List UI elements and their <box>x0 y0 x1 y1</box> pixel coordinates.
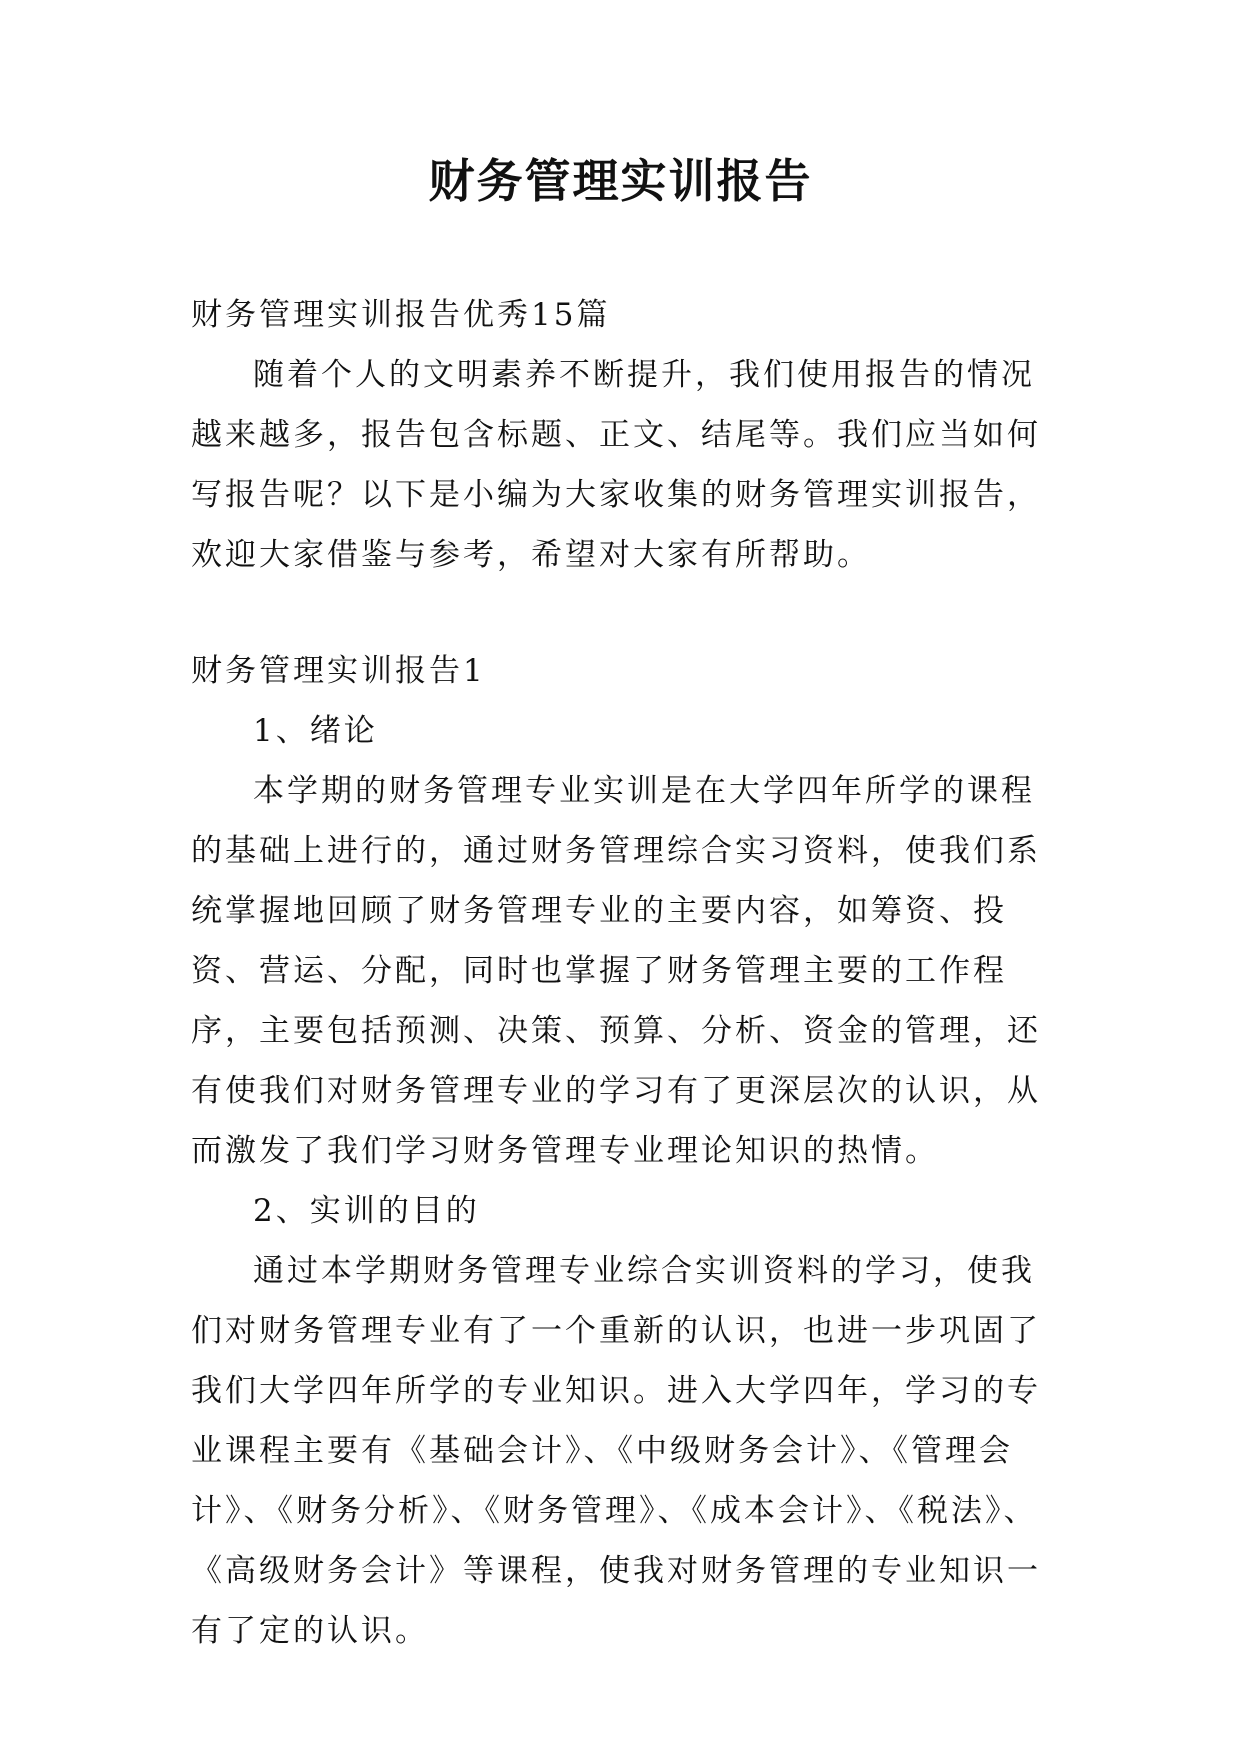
training-purpose-paragraph: 通过本学期财务管理专业综合实训资料的学习，使我们对财务管理专业有了一个重新的认识，也进一步巩固了我们大学四年所学的专业知识。进入大学四年，学习的专业课程主要有《基础会计》、《中级财务会计》、《管理会计》、《财务分析》、《财务管理》、《成本会计》、《税法》、《高级财务会计》等课程，使我对财务管理的专业知识一有了定的认识。 <box>191 1253 1041 1649</box>
document-body <box>191 285 1051 1661</box>
heading-training-purpose: 2、实训的目的 <box>253 1193 480 1229</box>
document-title: 财务管理实训报告 <box>428 154 813 208</box>
heading-introduction: 1、绪论 <box>253 713 378 749</box>
section-title: 财务管理实训报告1 <box>191 653 486 689</box>
document-subtitle: 财务管理实训报告优秀15篇 <box>191 297 611 333</box>
introduction-paragraph: 本学期的财务管理专业实训是在大学四年所学的课程的基础上进行的，通过财务管理综合实习资料，使我们系统掌握地回顾了财务管理专业的主要内容，如筹资、投资、营运、分配，同时也掌握了财务管理主要的工作程序，主要包括预测、决策、预算、分析、资金的管理，还有使我们对财务管理专业的学习有了更深层次的认识，从而激发了我们学习财务管理专业理论知识的热情。 <box>191 773 1041 1169</box>
intro-paragraph: 随着个人的文明素养不断提升，我们使用报告的情况越来越多，报告包含标题、正文、结尾等。我们应当如何写报告呢？以下是小编为大家收集的财务管理实训报告，欢迎大家借鉴与参考，希望对大家有所帮助。 <box>191 357 1041 573</box>
